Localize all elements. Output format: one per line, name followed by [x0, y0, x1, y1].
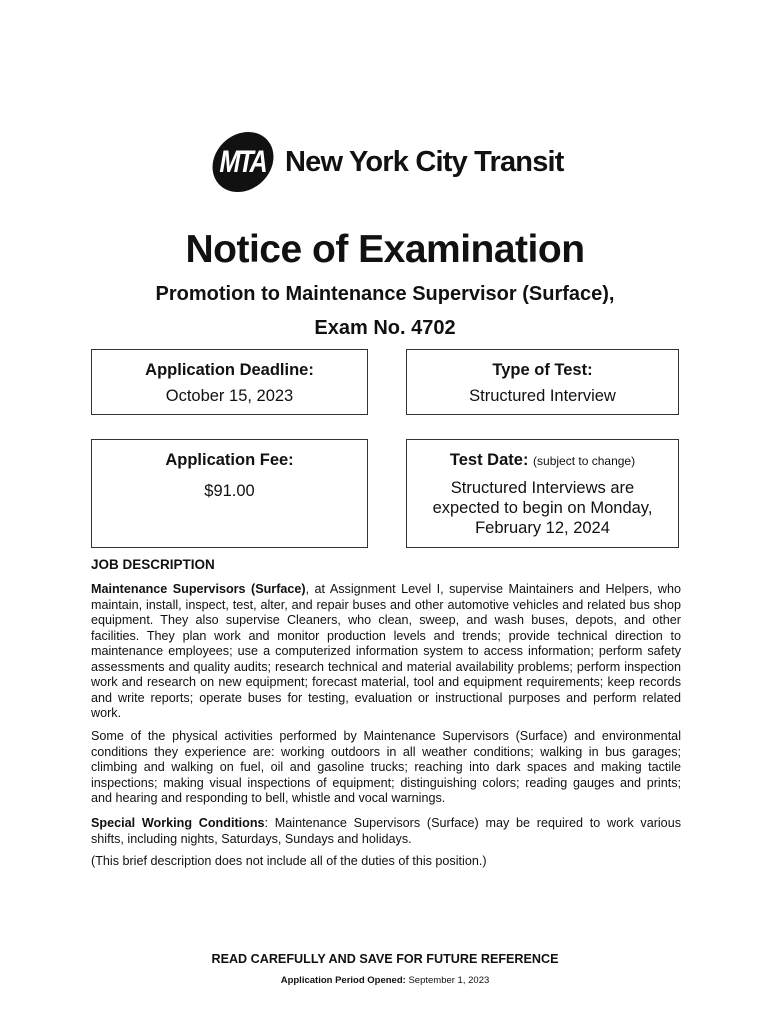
mta-logo-text: MTA — [216, 143, 270, 179]
mta-logo-mark — [208, 132, 279, 192]
exam-subtitle: Promotion to Maintenance Supervisor (Surface), — [155, 283, 615, 305]
test-date-heading — [407, 451, 678, 470]
test-type-label: Type of Test: — [492, 361, 593, 379]
test-date-label: Test Date: — [449, 451, 529, 469]
application-fee-label: Application Fee: — [165, 451, 294, 469]
mta-logo — [213, 132, 564, 192]
exam-number: Exam No. 4702 — [314, 317, 456, 339]
application-deadline-value: October 15, 2023 — [165, 387, 294, 405]
special-conditions-text: : Maintenance Supervisors (Surface) may be required to work various shifts, including nights, Saturdays, Sundays and holidays. — [91, 816, 681, 846]
duties-disclaimer: (This brief description does not include all of the duties of this position.) — [91, 854, 487, 868]
application-deadline-label: Application Deadline: — [145, 361, 314, 379]
special-conditions-lead: Special Working Conditions — [91, 816, 265, 830]
special-conditions-paragraph — [91, 816, 681, 847]
brand-name: New York City Transit — [285, 145, 564, 178]
application-period — [0, 975, 770, 986]
job-title-lead: Maintenance Supervisors (Surface) — [91, 582, 306, 596]
test-type-value: Structured Interview — [469, 387, 616, 405]
application-period-label: Application Period Opened: — [280, 975, 406, 986]
job-description-paragraph — [91, 582, 681, 722]
application-period-value: September 1, 2023 — [405, 975, 490, 986]
footer-notice: READ CAREFULLY AND SAVE FOR FUTURE REFERENCE — [211, 952, 559, 966]
test-date-value: Structured Interviews are expected to begin on Monday, February 12, 2024 — [432, 479, 653, 537]
test-date-box — [406, 439, 679, 548]
page-title: Notice of Examination — [185, 228, 585, 271]
application-fee-value: $91.00 — [204, 482, 255, 500]
test-type-box — [406, 349, 679, 415]
application-fee-box — [91, 439, 368, 548]
test-date-note: (subject to change) — [533, 454, 636, 468]
job-description-text: , at Assignment Level I, supervise Maintainers and Helpers, who maintain, install, inspect, test, alter, and repair buses and other automotive vehicles and related bus shop equipment. They also supervise Cleaners, who clean, sweep, and wash buses, depots, and other facilities. They plan work and monitor production levels and trends; provide technical direction to maintenance employees; use a computerized information system to access information; perform safety assessments and quality audits; research technical and material availability problems; perform inspection work and research on new equipment; forecast material, tool and equipment requirements; keep records and write reports; operate buses for testing, evaluation or instructional purposes and perform related work. — [91, 582, 681, 720]
physical-activities-paragraph: Some of the physical activities performed by Maintenance Supervisors (Surface) and environmental conditions they experience are: working outdoors in all weather conditions; walking in bus garages; climbing and walking on fuel, oil and gasoline trucks; reaching into dark spaces and making tactile inspections; making visual inspections of equipment; distinguishing colors; reading gauges and prints; and hearing and responding to bell, whistle and vocal warnings. — [91, 729, 681, 805]
application-deadline-box — [91, 349, 368, 415]
job-description-heading: JOB DESCRIPTION — [91, 557, 215, 572]
